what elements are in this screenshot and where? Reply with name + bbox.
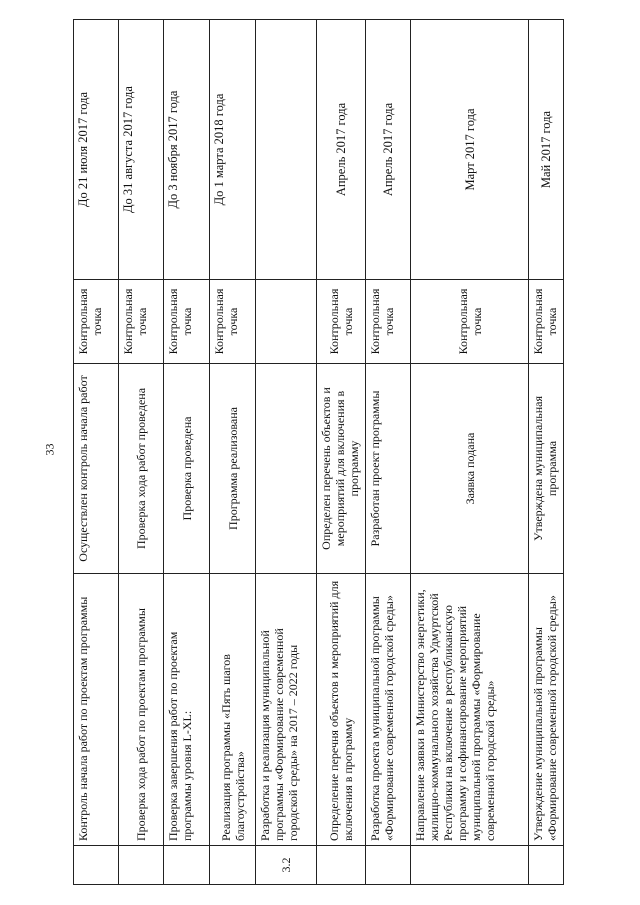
- deadline-cell: Апрель 2017 года: [317, 20, 366, 280]
- action-cell: Разработка и реализация муниципальной программы «Формирование современной городской среды» на 2017 – 2022 годы: [256, 574, 317, 846]
- deadline-cell: Май 2017 года: [529, 20, 564, 280]
- action-cell: Проверка завершения работ по проектам программы уровня L-XL:: [164, 574, 210, 846]
- result-cell: Проверка проведена: [164, 364, 210, 574]
- table-row: [74, 20, 119, 885]
- table-row: [411, 20, 529, 885]
- result-cell: Утверждена муниципальная программа: [529, 364, 564, 574]
- result-cell: Заявка подана: [411, 364, 529, 574]
- deadline-cell: До 1 марта 2018 года: [210, 20, 256, 280]
- result-cell: Осуществлен контроль начала работ: [74, 364, 119, 574]
- deadline-cell: До 21 июля 2017 года: [74, 20, 119, 280]
- kind-cell: Контрольная точка: [119, 280, 164, 364]
- row-number: [119, 846, 164, 885]
- action-cell: Разработка проекта муниципальной программы «Формирование современной городской среды»: [366, 574, 411, 846]
- page-number: 33: [42, 443, 57, 456]
- kind-cell: Контрольная точка: [366, 280, 411, 364]
- deadline-cell: До 31 августа 2017 года: [119, 20, 164, 280]
- kind-cell: Контрольная точка: [74, 280, 119, 364]
- kind-cell: Контрольная точка: [210, 280, 256, 364]
- row-number: [164, 846, 210, 885]
- result-cell: Программа реализована: [210, 364, 256, 574]
- kind-cell: [256, 280, 317, 364]
- result-cell: Проверка хода работ проведена: [119, 364, 164, 574]
- kind-cell: Контрольная точка: [317, 280, 366, 364]
- row-number: [366, 846, 411, 885]
- kind-cell: Контрольная точка: [529, 280, 564, 364]
- table-row: [119, 20, 164, 885]
- table-row: [256, 20, 317, 885]
- table-row: [164, 20, 210, 885]
- action-cell: Проверка хода работ по проектам программы: [119, 574, 164, 846]
- row-number: [529, 846, 564, 885]
- table-row: [210, 20, 256, 885]
- action-cell: Контроль начала работ по проектам программы: [74, 574, 119, 846]
- table-row: [529, 20, 564, 885]
- kind-cell: Контрольная точка: [164, 280, 210, 364]
- deadline-cell: Март 2017 года: [411, 20, 529, 280]
- action-cell: Направление заявки в Министерство энергетики, жилищно-коммунального хозяйства Удмуртской Республики на включение в республиканскую программу и софинансирование мероприятий муниципальной программы «Формирование современной городской среды»: [411, 574, 529, 846]
- table-row: [317, 20, 366, 885]
- action-cell: Реализация программы «Пять шагов благоустройства»: [210, 574, 256, 846]
- result-cell: Определен перечень объектов и мероприятий для включения в программу: [317, 364, 366, 574]
- action-cell: Определение перечня объектов и мероприятий для включения в программу: [317, 574, 366, 846]
- deadline-cell: Апрель 2017 года: [366, 20, 411, 280]
- row-number: 3.2: [256, 846, 317, 885]
- row-number: [210, 846, 256, 885]
- deadline-cell: [256, 20, 317, 280]
- kind-cell: Контрольная точка: [411, 280, 529, 364]
- row-number: [411, 846, 529, 885]
- plan-table: [73, 19, 564, 885]
- action-cell: Утверждение муниципальной программы «Формирование современной городской среды»: [529, 574, 564, 846]
- deadline-cell: До 3 ноября 2017 года: [164, 20, 210, 280]
- table-row: [366, 20, 411, 885]
- result-cell: Разработан проект программы: [366, 364, 411, 574]
- result-cell: [256, 364, 317, 574]
- row-number: [317, 846, 366, 885]
- row-number: [74, 846, 119, 885]
